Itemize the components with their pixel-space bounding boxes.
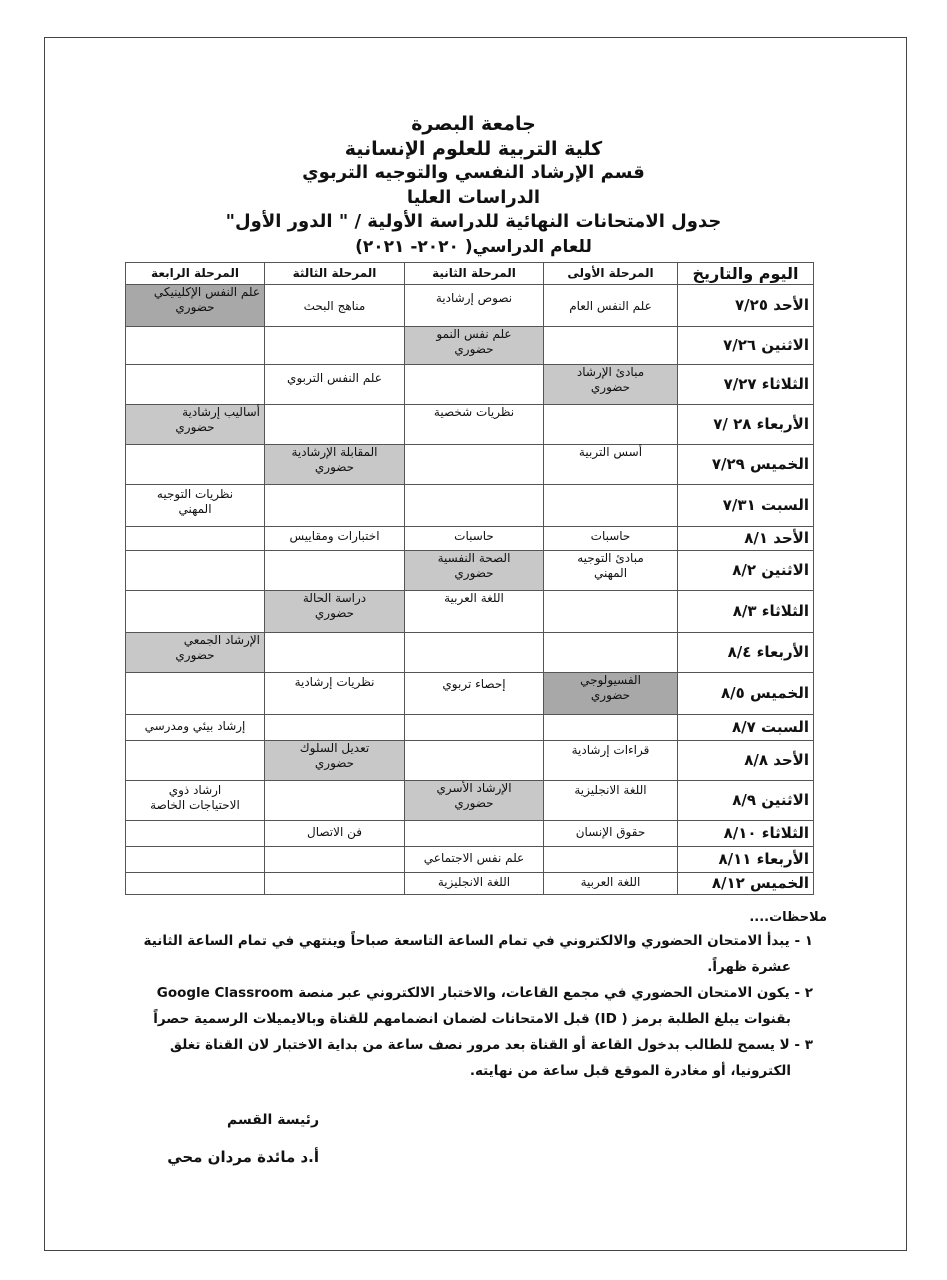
table-row bbox=[126, 715, 814, 741]
cell-stage-1 bbox=[544, 365, 678, 405]
cell-stage-2 bbox=[405, 781, 544, 821]
cell-stage-3 bbox=[265, 327, 405, 365]
cell-stage-3 bbox=[265, 715, 405, 741]
exam-schedule-table bbox=[125, 262, 814, 895]
cell-stage-1: أسس التربية bbox=[544, 445, 678, 485]
attendance-mode: حضوري bbox=[314, 606, 355, 620]
cell-stage-3: علم النفس التربوي bbox=[265, 365, 405, 405]
cell-stage-4 bbox=[126, 873, 265, 895]
table-row bbox=[126, 365, 814, 405]
cell-stage-3 bbox=[265, 873, 405, 895]
cell-stage-1 bbox=[544, 485, 678, 527]
attendance-mode: حضوري bbox=[454, 566, 494, 580]
cell-stage-1 bbox=[544, 847, 678, 873]
course-name-line2: المهني bbox=[178, 502, 212, 516]
course-name: الفسيولوجي bbox=[580, 673, 641, 687]
college-name: كلية التربية للعلوم الإنسانية bbox=[344, 137, 603, 160]
cell-stage-1 bbox=[544, 633, 678, 673]
row-day: الثلاثاء ٨/١٠ bbox=[678, 821, 814, 847]
cell-stage-4 bbox=[126, 847, 265, 873]
cell-stage-3 bbox=[265, 405, 405, 445]
header-stage-1: المرحلة الأولى bbox=[544, 263, 678, 285]
attendance-mode: حضوري bbox=[314, 460, 355, 474]
cell-stage-2 bbox=[405, 327, 544, 365]
cell-stage-1: قراءات إرشادية bbox=[544, 741, 678, 781]
cell-stage-4 bbox=[126, 327, 265, 365]
attendance-mode: حضوري bbox=[454, 342, 494, 356]
attendance-mode: حضوري bbox=[175, 648, 215, 662]
attendance-mode: حضوري bbox=[590, 380, 631, 394]
table-row bbox=[126, 551, 814, 591]
cell-stage-4: إرشاد بيئي ومدرسي bbox=[126, 715, 265, 741]
cell-stage-1 bbox=[544, 405, 678, 445]
cell-stage-2 bbox=[405, 551, 544, 591]
cell-stage-2: إحصاء تربوي bbox=[405, 673, 544, 715]
cell-stage-2: اللغة العربية bbox=[405, 591, 544, 633]
document-header bbox=[0, 112, 947, 259]
cell-stage-4 bbox=[126, 485, 265, 527]
course-name: مبادئ الإرشاد bbox=[576, 365, 645, 379]
row-day: الثلاثاء ٧/٢٧ bbox=[678, 365, 814, 405]
cell-stage-1 bbox=[544, 591, 678, 633]
row-day: الأحد ٨/٨ bbox=[678, 741, 814, 781]
note-item-1: ١ - يبدأ الامتحان الحضوري والالكتروني في تمام الساعة التاسعة صباحاً وينتهي في تمام الساعة الثانية عشرة ظهراً. bbox=[143, 933, 813, 975]
cell-stage-2: علم نفس الاجتماعي bbox=[405, 847, 544, 873]
cell-stage-2: نصوص إرشادية bbox=[405, 285, 544, 327]
cell-stage-3 bbox=[265, 591, 405, 633]
cell-stage-2 bbox=[405, 741, 544, 781]
table-row bbox=[126, 673, 814, 715]
cell-stage-2 bbox=[405, 445, 544, 485]
row-day: الأربعاء ٢٨ /٧ bbox=[678, 405, 814, 445]
attendance-mode: حضوري bbox=[175, 420, 215, 434]
row-day: السبت ٧/٣١ bbox=[678, 485, 814, 527]
note-item-2: ٢ - يكون الامتحان الحضوري في مجمع القاعات، والاختبار الالكتروني عبر منصة Google Classroom بقنوات يبلغ الطلبة برمز ( ID) قبل الامتحانات لضمان انضمامهم للقناة وبالايميلات الرسمية حصراً bbox=[153, 985, 813, 1027]
university-name: جامعة البصرة bbox=[411, 113, 536, 135]
table-row bbox=[126, 285, 814, 327]
cell-stage-1 bbox=[544, 551, 678, 591]
cell-stage-4 bbox=[126, 551, 265, 591]
row-day: الخميس ٧/٢٩ bbox=[678, 445, 814, 485]
header-stage-3: المرحلة الثالثة bbox=[265, 263, 405, 285]
row-day: الأحد ٧/٢٥ bbox=[678, 285, 814, 327]
cell-stage-2: حاسبات bbox=[405, 527, 544, 551]
cell-stage-4 bbox=[126, 781, 265, 821]
cell-stage-4 bbox=[126, 741, 265, 781]
attendance-mode: حضوري bbox=[590, 688, 631, 702]
row-day: السبت ٨/٧ bbox=[678, 715, 814, 741]
cell-stage-4 bbox=[126, 527, 265, 551]
row-day: الأربعاء ٨/١١ bbox=[678, 847, 814, 873]
cell-stage-1: علم النفس العام bbox=[544, 285, 678, 327]
table-row bbox=[126, 591, 814, 633]
cell-stage-3 bbox=[265, 781, 405, 821]
course-name: دراسة الحالة bbox=[302, 591, 367, 605]
course-name: مبادئ التوجيه bbox=[577, 551, 644, 565]
cell-stage-1: حقوق الإنسان bbox=[544, 821, 678, 847]
course-name: نظريات التوجيه bbox=[156, 487, 234, 501]
header-day-date: اليوم والتاريخ bbox=[678, 263, 814, 285]
table-row bbox=[126, 405, 814, 445]
table-row bbox=[126, 821, 814, 847]
cell-stage-4 bbox=[126, 365, 265, 405]
table-row bbox=[126, 633, 814, 673]
cell-stage-1: اللغة العربية bbox=[544, 873, 678, 895]
cell-stage-3: فن الاتصال bbox=[265, 821, 405, 847]
signature-name: أ.د مائدة مردان محي bbox=[167, 1148, 319, 1166]
cell-stage-2 bbox=[405, 821, 544, 847]
cell-stage-3: نظريات إرشادية bbox=[265, 673, 405, 715]
cell-stage-3 bbox=[265, 847, 405, 873]
row-day: الاثنين ٧/٢٦ bbox=[678, 327, 814, 365]
row-day: الاثنين ٨/٩ bbox=[678, 781, 814, 821]
cell-stage-2 bbox=[405, 633, 544, 673]
schedule-title: جدول الامتحانات النهائية للدراسة الأولية / " الدور الأول" bbox=[225, 211, 722, 232]
cell-stage-4 bbox=[126, 821, 265, 847]
header-stage-4: المرحلة الرابعة bbox=[126, 263, 265, 285]
cell-stage-2 bbox=[405, 365, 544, 405]
cell-stage-4 bbox=[126, 405, 265, 445]
course-name-line2: الاحتياجات الخاصة bbox=[150, 798, 240, 812]
attendance-mode: حضوري bbox=[175, 300, 215, 314]
course-name-line2: المهني bbox=[593, 566, 628, 580]
attendance-mode: حضوري bbox=[454, 796, 494, 810]
row-day: الأحد ٨/١ bbox=[678, 527, 814, 551]
cell-stage-1 bbox=[544, 327, 678, 365]
table-row bbox=[126, 527, 814, 551]
cell-stage-4 bbox=[126, 673, 265, 715]
row-day: الأربعاء ٨/٤ bbox=[678, 633, 814, 673]
cell-stage-3 bbox=[265, 445, 405, 485]
cell-stage-3: اختبارات ومقاييس bbox=[265, 527, 405, 551]
table-row bbox=[126, 327, 814, 365]
row-day: الخميس ٨/٥ bbox=[678, 673, 814, 715]
cell-stage-4 bbox=[126, 633, 265, 673]
cell-stage-3 bbox=[265, 485, 405, 527]
row-day: الاثنين ٨/٢ bbox=[678, 551, 814, 591]
cell-stage-3 bbox=[265, 633, 405, 673]
course-name: المقابلة الإرشادية bbox=[291, 445, 378, 459]
course-name: أساليب إرشادية bbox=[182, 405, 260, 419]
notes-label: ملاحظات.... bbox=[749, 910, 827, 925]
course-name: الإرشاد الأسري bbox=[436, 781, 512, 795]
course-name: الصحة النفسية bbox=[437, 551, 511, 565]
row-day: الثلاثاء ٨/٣ bbox=[678, 591, 814, 633]
signature-role: رئيسة القسم bbox=[227, 1112, 319, 1128]
cell-stage-4 bbox=[126, 285, 265, 327]
course-name: علم النفس الإكلينيكي bbox=[153, 285, 260, 299]
cell-stage-3 bbox=[265, 741, 405, 781]
cell-stage-1: حاسبات bbox=[544, 527, 678, 551]
cell-stage-1: اللغة الانجليزية bbox=[544, 781, 678, 821]
course-name: علم نفس النمو bbox=[436, 327, 512, 341]
course-name: ارشاد ذوي bbox=[168, 783, 222, 797]
note-item-3: ٣ - لا يسمح للطالب بدخول القاعة أو القناة بعد مرور نصف ساعة من بداية الاختبار لان القناة تغلق الكترونيا، أو مغادرة الموقع قبل ساعة من نهايته. bbox=[170, 1037, 813, 1079]
header-stage-2: المرحلة الثانية bbox=[405, 263, 544, 285]
table-header-row bbox=[126, 263, 814, 285]
table-row bbox=[126, 741, 814, 781]
row-day: الخميس ٨/١٢ bbox=[678, 873, 814, 895]
cell-stage-2: نظريات شخصية bbox=[405, 405, 544, 445]
course-name: الإرشاد الجمعي bbox=[183, 633, 260, 647]
department-name: قسم الإرشاد النفسي والتوجيه التربوي bbox=[302, 162, 645, 183]
table-row bbox=[126, 847, 814, 873]
cell-stage-4 bbox=[126, 591, 265, 633]
cell-stage-3 bbox=[265, 551, 405, 591]
cell-stage-1 bbox=[544, 715, 678, 741]
table-row bbox=[126, 781, 814, 821]
cell-stage-2 bbox=[405, 715, 544, 741]
academic-year: للعام الدراسي( ٢٠٢٠- ٢٠٢١) bbox=[355, 236, 592, 257]
cell-stage-2: اللغة الانجليزية bbox=[405, 873, 544, 895]
table-row bbox=[126, 485, 814, 527]
course-name: تعديل السلوك bbox=[299, 741, 370, 755]
table-row bbox=[126, 445, 814, 485]
studies-label: الدراسات العليا bbox=[406, 186, 541, 208]
notes-section bbox=[117, 908, 827, 1084]
cell-stage-3: مناهج البحث bbox=[265, 285, 405, 327]
cell-stage-1 bbox=[544, 673, 678, 715]
cell-stage-2 bbox=[405, 485, 544, 527]
attendance-mode: حضوري bbox=[314, 756, 355, 770]
cell-stage-4 bbox=[126, 445, 265, 485]
table-row bbox=[126, 873, 814, 895]
